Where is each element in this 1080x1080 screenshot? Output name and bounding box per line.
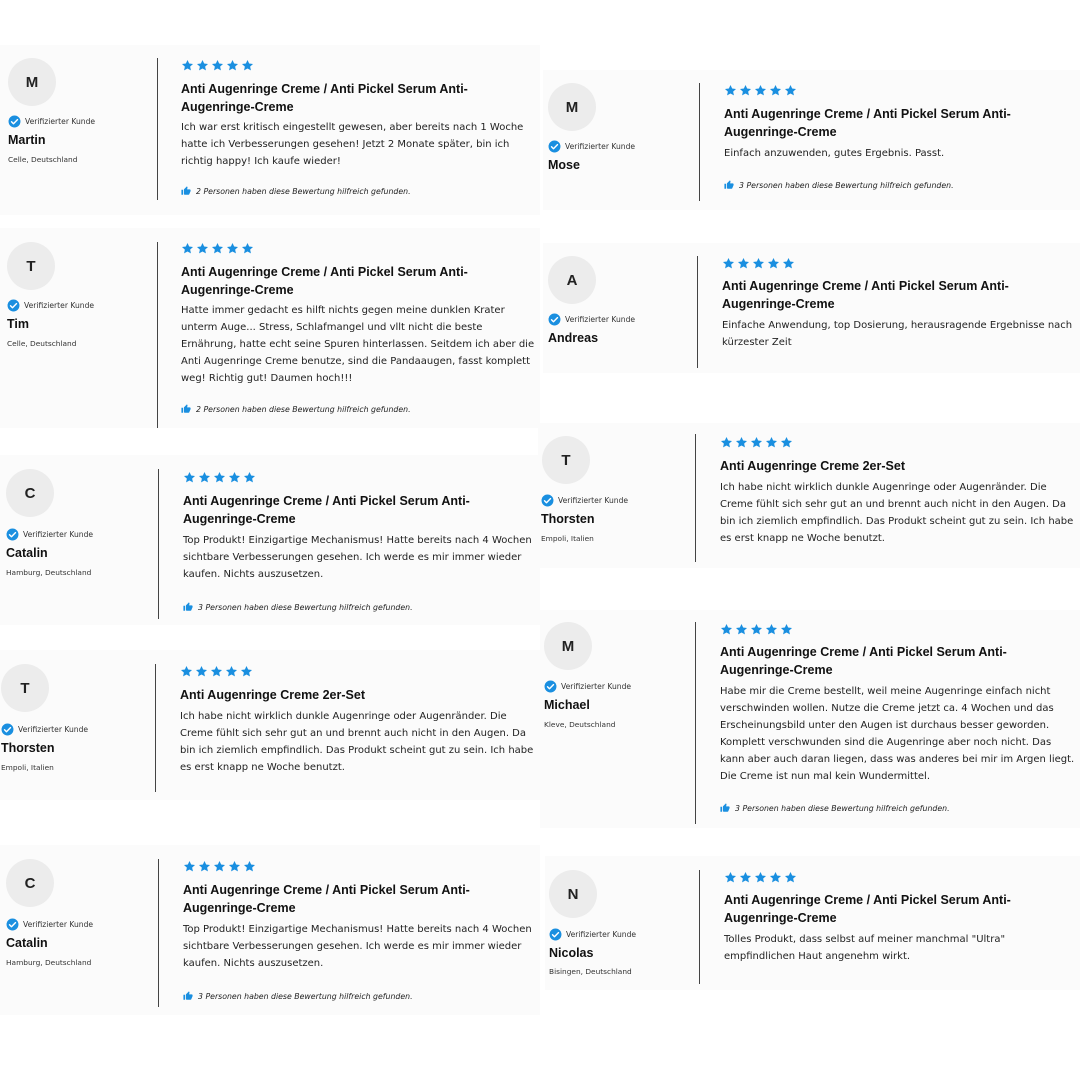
review-text: Hatte immer gedacht es hilft nichts gegen meine dunklen Krater unterm Auge... Stress, Schlafmangel und vllt nicht die beste Ernährung, hatte echt seine Spuren hinterlassen. Seitdem ich aber die Anti Augenringe Creme benutze, sind die Pandaaugen, fasst komplett weg! Richtig gut! Daumen hoch!!!	[181, 305, 535, 384]
review-title: Anti Augenringe Creme / Anti Pickel Serum Anti-Augenringe-Creme	[181, 265, 468, 297]
star-icon	[754, 871, 767, 884]
divider-line	[695, 622, 696, 824]
star-icon	[784, 84, 797, 97]
verified-check-icon	[8, 115, 21, 128]
reviewer-name: Michael	[544, 698, 590, 712]
star-icon	[240, 665, 253, 678]
review-card	[0, 650, 540, 800]
verified-badge	[8, 115, 95, 128]
verified-badge	[541, 494, 628, 507]
review-card	[538, 423, 1080, 568]
star-icon	[198, 860, 211, 873]
reviewer-location: Celle, Deutschland	[7, 339, 77, 348]
helpful-text: 3 Personen haben diese Bewertung hilfreich gefunden.	[739, 180, 954, 190]
review-text: Top Produkt! Einzigartige Mechanismus! Hatte bereits nach 4 Wochen sichtbare Verbesserungen gesehen. Ich werde es mir immer wieder kaufen. Nichts auszusetzen.	[183, 535, 532, 580]
avatar: T	[7, 242, 55, 290]
star-rating	[720, 623, 793, 636]
review-card	[0, 45, 540, 215]
thumbs-up-icon	[181, 186, 191, 196]
star-icon	[735, 623, 748, 636]
star-icon	[722, 257, 735, 270]
divider-line	[158, 859, 159, 1007]
helpful-text: 3 Personen haben diese Bewertung hilfreich gefunden.	[198, 991, 413, 1001]
star-rating	[183, 860, 256, 873]
reviewer-name: Nicolas	[549, 946, 594, 960]
avatar: C	[6, 469, 54, 517]
review-text: Ich habe nicht wirklich dunkle Augenringe oder Augenränder. Die Creme fühlt sich sehr gut an und brennt auch nicht in den Augen. Da bin ich ziemlich empfindlich. Das Produkt scheint gut zu sein. Ich habe es erst knapp ne Woche benutzt.	[180, 711, 534, 773]
verified-check-icon	[541, 494, 554, 507]
avatar: T	[542, 436, 590, 484]
review-title: Anti Augenringe Creme / Anti Pickel Serum Anti-Augenringe-Creme	[183, 494, 470, 526]
verified-badge	[549, 928, 636, 941]
divider-line	[155, 664, 156, 792]
avatar: A	[548, 256, 596, 304]
verified-badge	[6, 528, 93, 541]
verified-label: Verifizierter Kunde	[24, 301, 95, 310]
verified-badge	[7, 299, 94, 312]
helpful-text: 3 Personen haben diese Bewertung hilfreich gefunden.	[198, 602, 413, 612]
verified-check-icon	[548, 313, 561, 326]
review-title: Anti Augenringe Creme / Anti Pickel Serum Anti-Augenringe-Creme	[181, 82, 468, 114]
star-rating	[183, 471, 256, 484]
star-icon	[739, 84, 752, 97]
review-text: Top Produkt! Einzigartige Mechanismus! Hatte bereits nach 4 Wochen sichtbare Verbesserungen gesehen. Ich werde es mir immer wieder kaufen. Nichts auszusetzen.	[183, 924, 532, 969]
review-text: Einfach anzuwenden, gutes Ergebnis. Passt.	[724, 148, 945, 159]
star-icon	[211, 242, 224, 255]
verified-check-icon	[7, 299, 20, 312]
verified-check-icon	[548, 140, 561, 153]
helpful-text: 3 Personen haben diese Bewertung hilfreich gefunden.	[735, 803, 950, 813]
star-icon	[198, 471, 211, 484]
divider-line	[697, 256, 698, 368]
review-card	[545, 856, 1080, 990]
review-card	[0, 455, 540, 625]
verified-label: Verifizierter Kunde	[23, 920, 94, 929]
helpful-note[interactable]	[183, 991, 413, 1001]
reviewer-location: Celle, Deutschland	[8, 155, 78, 164]
avatar: N	[549, 870, 597, 918]
star-icon	[769, 871, 782, 884]
divider-line	[695, 434, 696, 562]
review-text: Ich habe nicht wirklich dunkle Augenringe oder Augenränder. Die Creme fühlt sich sehr gut an und brennt auch nicht in den Augen. Da bin ich ziemlich empfindlich. Das Produkt scheint gut zu sein. Ich habe es erst knapp ne Woche benutzt.	[720, 482, 1074, 544]
verified-label: Verifizierter Kunde	[565, 315, 636, 324]
star-rating	[181, 59, 254, 72]
verified-label: Verifizierter Kunde	[18, 725, 89, 734]
thumbs-up-icon	[181, 404, 191, 414]
star-icon	[780, 436, 793, 449]
star-rating	[722, 257, 795, 270]
verified-label: Verifizierter Kunde	[23, 530, 94, 539]
review-text: Einfache Anwendung, top Dosierung, herausragende Ergebnisse nach kürzester Zeit	[722, 320, 1073, 348]
star-icon	[750, 436, 763, 449]
verified-label: Verifizierter Kunde	[566, 930, 637, 939]
star-rating	[720, 436, 793, 449]
star-icon	[767, 257, 780, 270]
star-icon	[226, 59, 239, 72]
star-icon	[225, 665, 238, 678]
verified-check-icon	[1, 723, 14, 736]
reviewer-location: Hamburg, Deutschland	[6, 568, 92, 577]
reviewer-name: Thorsten	[541, 512, 595, 526]
star-icon	[181, 59, 194, 72]
reviewer-name: Catalin	[6, 936, 48, 950]
star-rating	[181, 242, 254, 255]
star-icon	[195, 665, 208, 678]
verified-label: Verifizierter Kunde	[558, 496, 629, 505]
reviewer-name: Tim	[7, 317, 29, 331]
review-text: Habe mir die Creme bestellt, weil meine Augenringe einfach nicht verschwinden wollen. Nutze die Creme jetzt ca. 4 Wochen und das Erscheinungsbild unter den Augen ist durchaus besser geworden. Komplett verschwunden sind die Augenringe aber noch nicht. Das kann aber auch daran liegen, dass was anderes bei mir im Argen liegt. Die Creme ist nun mal kein Wundermittel.	[720, 686, 1075, 782]
verified-check-icon	[549, 928, 562, 941]
star-icon	[784, 871, 797, 884]
reviewer-name: Catalin	[6, 546, 48, 560]
star-icon	[724, 84, 737, 97]
review-card	[543, 70, 1080, 210]
review-card	[0, 845, 540, 1015]
review-title: Anti Augenringe Creme 2er-Set	[180, 688, 365, 702]
star-rating	[724, 84, 797, 97]
helpful-text: 2 Personen haben diese Bewertung hilfreich gefunden.	[196, 186, 411, 196]
star-icon	[720, 436, 733, 449]
star-icon	[724, 871, 737, 884]
verified-badge	[548, 313, 635, 326]
star-icon	[737, 257, 750, 270]
divider-line	[699, 870, 700, 984]
star-icon	[213, 471, 226, 484]
helpful-note[interactable]	[181, 186, 411, 196]
divider-line	[158, 469, 159, 619]
verified-label: Verifizierter Kunde	[565, 142, 636, 151]
reviewer-name: Mose	[548, 158, 580, 172]
star-icon	[196, 59, 209, 72]
star-icon	[196, 242, 209, 255]
verified-check-icon	[6, 528, 19, 541]
review-title: Anti Augenringe Creme / Anti Pickel Serum Anti-Augenringe-Creme	[722, 279, 1009, 311]
star-icon	[241, 59, 254, 72]
verified-badge	[6, 918, 93, 931]
star-icon	[241, 242, 254, 255]
star-icon	[180, 665, 193, 678]
avatar: M	[548, 83, 596, 131]
divider-line	[699, 83, 700, 201]
review-text: Ich war erst kritisch eingestellt gewesen, aber bereits nach 1 Woche hatte ich Verbesserungen gesehen! Jetzt 2 Monate später, bin ich richtig happy! Ich kaufe wieder!	[181, 122, 524, 167]
review-title: Anti Augenringe Creme 2er-Set	[720, 459, 905, 473]
verified-badge	[548, 140, 635, 153]
avatar: M	[544, 622, 592, 670]
reviewer-location: Empoli, Italien	[541, 534, 594, 543]
star-rating	[724, 871, 797, 884]
star-icon	[183, 860, 196, 873]
review-title: Anti Augenringe Creme / Anti Pickel Serum Anti-Augenringe-Creme	[183, 883, 470, 915]
star-icon	[769, 84, 782, 97]
helpful-note[interactable]	[183, 602, 413, 612]
reviewer-name: Thorsten	[1, 741, 55, 755]
verified-label: Verifizierter Kunde	[25, 117, 96, 126]
avatar: T	[1, 664, 49, 712]
star-icon	[226, 242, 239, 255]
divider-line	[157, 58, 158, 200]
reviewer-name: Martin	[8, 133, 46, 147]
star-icon	[752, 257, 765, 270]
verified-label: Verifizierter Kunde	[561, 682, 632, 691]
review-title: Anti Augenringe Creme / Anti Pickel Serum Anti-Augenringe-Creme	[724, 893, 1011, 925]
star-icon	[211, 59, 224, 72]
star-icon	[720, 623, 733, 636]
star-icon	[181, 242, 194, 255]
verified-check-icon	[544, 680, 557, 693]
star-icon	[228, 471, 241, 484]
verified-badge	[1, 723, 88, 736]
star-icon	[765, 436, 778, 449]
thumbs-up-icon	[183, 991, 193, 1001]
star-icon	[782, 257, 795, 270]
star-icon	[243, 860, 256, 873]
reviewer-name: Andreas	[548, 331, 599, 345]
star-icon	[243, 471, 256, 484]
reviewer-location: Hamburg, Deutschland	[6, 958, 92, 967]
review-text: Tolles Produkt, dass selbst auf meiner manchmal "Ultra" empfindlichen Haut angenehm wirkt.	[724, 934, 1006, 962]
verified-check-icon	[6, 918, 19, 931]
star-icon	[754, 84, 767, 97]
verified-badge	[544, 680, 631, 693]
review-title: Anti Augenringe Creme / Anti Pickel Serum Anti-Augenringe-Creme	[724, 107, 1011, 139]
reviewer-location: Bisingen, Deutschland	[549, 967, 632, 976]
helpful-note[interactable]	[720, 803, 950, 813]
star-icon	[228, 860, 241, 873]
star-icon	[210, 665, 223, 678]
helpful-note[interactable]	[724, 180, 954, 190]
review-title: Anti Augenringe Creme / Anti Pickel Serum Anti-Augenringe-Creme	[720, 645, 1007, 677]
helpful-text: 2 Personen haben diese Bewertung hilfreich gefunden.	[196, 404, 411, 414]
star-icon	[765, 623, 778, 636]
star-icon	[213, 860, 226, 873]
star-icon	[183, 471, 196, 484]
avatar: M	[8, 58, 56, 106]
reviewer-location: Kleve, Deutschland	[544, 720, 616, 729]
star-icon	[735, 436, 748, 449]
thumbs-up-icon	[724, 180, 734, 190]
reviewer-location: Empoli, Italien	[1, 763, 54, 772]
helpful-note[interactable]	[181, 404, 411, 414]
star-icon	[739, 871, 752, 884]
review-card	[543, 243, 1080, 373]
star-icon	[750, 623, 763, 636]
thumbs-up-icon	[720, 803, 730, 813]
avatar: C	[6, 859, 54, 907]
star-rating	[180, 665, 253, 678]
thumbs-up-icon	[183, 602, 193, 612]
divider-line	[157, 242, 158, 428]
review-card	[540, 610, 1080, 828]
star-icon	[780, 623, 793, 636]
review-card	[0, 228, 540, 428]
